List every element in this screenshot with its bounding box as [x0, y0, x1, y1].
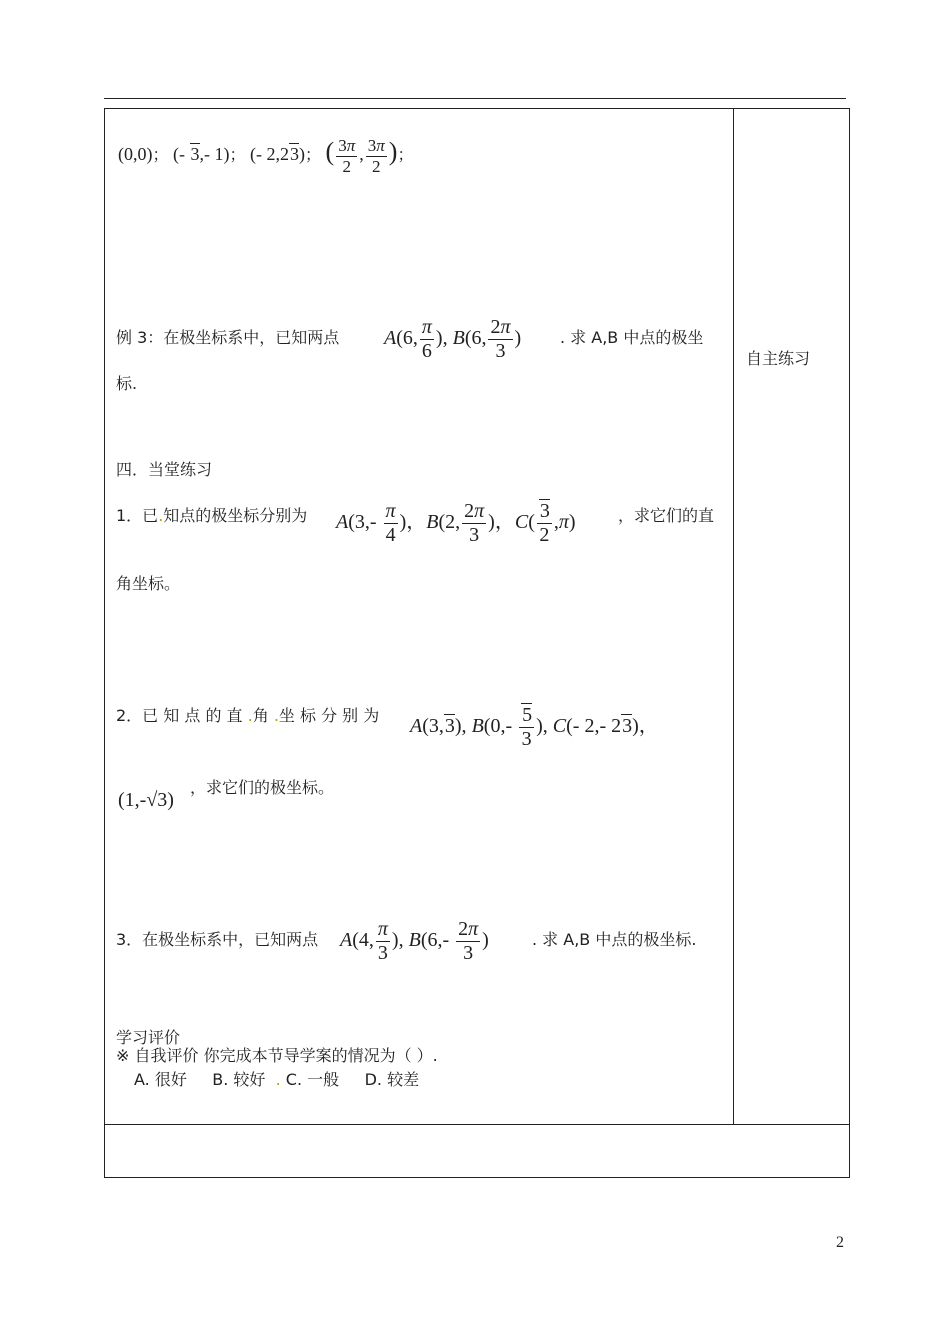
- q1-points: A(3,- $\frac{\pi}{4}$ )，B(2, $\frac{2\pi}{3}$ )，C( $\frac{3}{2}$ ,π): [336, 500, 576, 546]
- q3-suffix: . 求 A,B 中点的极坐标.: [532, 930, 697, 949]
- option-d: D. 较差: [364, 1070, 420, 1089]
- eval-title: 学习评价: [116, 1028, 181, 1047]
- section-4-title: 四．当堂练习: [116, 460, 213, 479]
- option-b: B. 较好: [212, 1070, 266, 1089]
- q2-suffix: ，求它们的极坐标。: [190, 778, 335, 797]
- q2-last-point: (1,-√3): [118, 789, 174, 811]
- answer-3: (- 2,23): [250, 144, 306, 165]
- answer-4: (: [325, 137, 335, 167]
- q1-suffix: ，求它们的直: [618, 506, 715, 525]
- answer-2: (- 3,- 1): [173, 144, 230, 165]
- example-3-cont: 标.: [116, 374, 138, 393]
- option-c: C. 一般: [285, 1070, 340, 1089]
- q1-prefix: 1．已.知点的极坐标分别为: [116, 506, 308, 525]
- example-3-points: A(6, $\frac{\pi}{6}$ ), B(6, $\frac{2\pi}{3}$ ): [384, 316, 522, 362]
- side-label: 自主练习: [746, 349, 811, 368]
- q2-points: A(3,3), B(0,- $\frac{5}{3}$ ), C(- 2,- 23)，: [410, 704, 659, 750]
- example-3-suffix: . 求 A,B 中点的极坐: [560, 328, 704, 347]
- q3-prefix: 3．在极坐标系中，已知两点: [116, 930, 319, 949]
- eval-line: ※ 自我评价 你完成本节导学案的情况为（ ）.: [116, 1046, 438, 1065]
- footer-row-divider: [104, 1124, 850, 1125]
- q1-cont: 角坐标。: [116, 574, 181, 593]
- column-divider: [733, 108, 734, 1124]
- option-a: A. 很好: [134, 1070, 187, 1089]
- content-table: [104, 108, 850, 1178]
- header-rule: [104, 98, 846, 99]
- eval-options: A. 很好 B. 较好 . C. 一般 D. 较差: [134, 1070, 420, 1089]
- answer-line: (0,0)； (- 3,- 1)； (- 2,23)； ( $\frac{3\pi}{2}$ , $\frac{3\pi}{2}$ )；: [118, 136, 414, 176]
- q2-prefix: 2．已 知 点 的 直 .角 .坐 标 分 别 为: [116, 706, 380, 725]
- answer-1: (0,0): [118, 144, 153, 165]
- q3-points: A(4, $\frac{\pi}{3}$ ), B(6,- $\frac{2\pi}{3}$ ): [340, 918, 489, 964]
- page-number: 2: [836, 1234, 844, 1251]
- example-3-prefix: 例 3：在极坐标系中，已知两点: [116, 328, 340, 347]
